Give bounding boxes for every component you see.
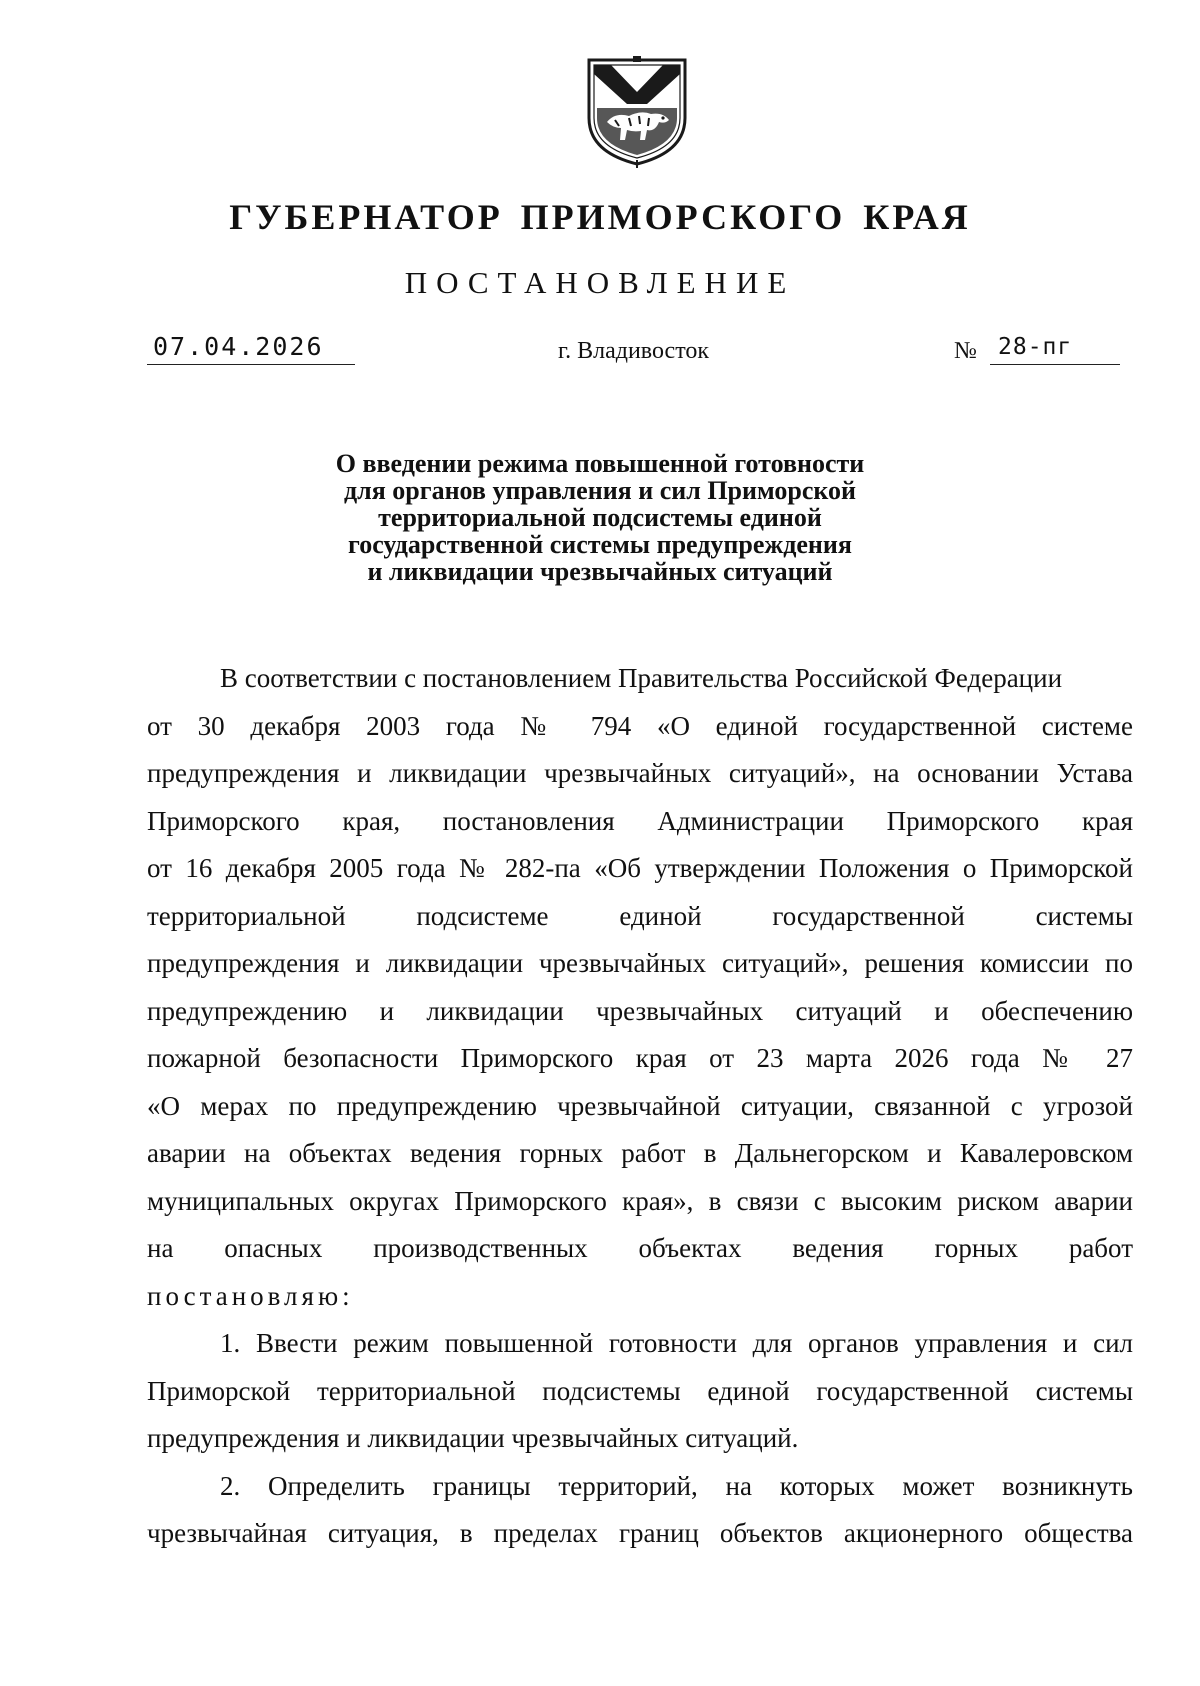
document-subject bbox=[250, 450, 950, 585]
body-line: предупреждения и ликвидации чрезвычайных ситуаций», решения комиссии по bbox=[147, 948, 1133, 978]
body-line: на опасных производственных объектах ведения горных работ bbox=[147, 1233, 1133, 1263]
body-line: пожарной безопасности Приморского края от 23 марта 2026 года № 27 bbox=[147, 1043, 1133, 1073]
item-2-line: чрезвычайная ситуация, в пределах границ объектов акционерного общества bbox=[147, 1518, 1133, 1548]
item-2-line: 2. Определить границы территорий, на которых может возникнуть bbox=[220, 1470, 1133, 1501]
subject-line: для органов управления и сил Приморской bbox=[344, 476, 856, 505]
subject-line: территориальной подсистемы единой bbox=[378, 503, 822, 532]
authority-title: ГУБЕРНАТОР ПРИМОРСКОГО КРАЯ bbox=[229, 197, 971, 237]
body-line: Приморского края, постановления Администрации Приморского края bbox=[147, 805, 1133, 836]
document-type: ПОСТАНОВЛЕНИЕ bbox=[404, 265, 796, 300]
body-line: «О мерах по предупреждению чрезвычайной ситуации, связанной с угрозой bbox=[147, 1090, 1133, 1121]
subject-line: государственной системы предупреждения bbox=[348, 530, 852, 559]
document-city: г. Владивосток bbox=[557, 338, 710, 364]
document-date: 07.04.2026 bbox=[147, 330, 355, 365]
body-line: территориальной подсистеме единой государственной системы bbox=[147, 900, 1133, 931]
document-body bbox=[147, 655, 1133, 1558]
body-line: аварии на объектах ведения горных работ в Дальнегорском и Кавалеровском bbox=[147, 1138, 1133, 1168]
document-number: 28-пг bbox=[990, 330, 1120, 365]
resolve-word: постановляю: bbox=[147, 1280, 354, 1311]
body-line: муниципальных округах Приморского края», в связи с высоким риском аварии bbox=[147, 1185, 1133, 1216]
coat-of-arms-icon bbox=[585, 56, 689, 168]
subject-line: и ликвидации чрезвычайных ситуаций bbox=[367, 557, 833, 586]
document-meta-row bbox=[147, 330, 1120, 370]
subject-line: О введении режима повышенной готовности bbox=[335, 449, 865, 478]
item-1-line: предупреждения и ликвидации чрезвычайных ситуаций. bbox=[147, 1423, 799, 1453]
body-line: В соответствии с постановлением Правительства Российской Федерации bbox=[220, 663, 1063, 693]
item-1-line: Приморской территориальной подсистемы единой государственной системы bbox=[147, 1375, 1133, 1406]
item-1-line: 1. Ввести режим повышенной готовности для органов управления и сил bbox=[220, 1328, 1133, 1358]
body-line: предупреждения и ликвидации чрезвычайных ситуаций», на основании Устава bbox=[147, 758, 1133, 788]
body-line: предупреждению и ликвидации чрезвычайных ситуаций и обеспечению bbox=[147, 995, 1133, 1026]
body-line: от 16 декабря 2005 года № 282-па «Об утверждении Положения о Приморской bbox=[147, 853, 1133, 883]
number-sign: № bbox=[954, 338, 977, 364]
body-line: от 30 декабря 2003 года № 794 «О единой государственной системе bbox=[147, 710, 1133, 741]
